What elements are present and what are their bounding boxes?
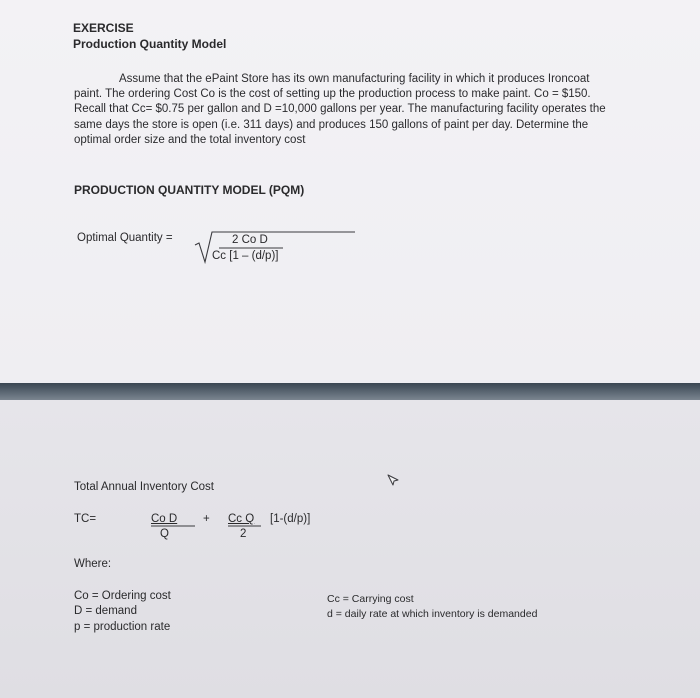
fraction-bar	[151, 524, 196, 528]
tc-plus: +	[203, 513, 210, 525]
fraction-bar	[228, 524, 263, 528]
tc-label: TC=	[74, 513, 97, 525]
exercise-title: Production Quantity Model	[73, 37, 227, 51]
exercise-label: EXERCISE	[73, 21, 134, 35]
problem-paragraph	[74, 72, 634, 148]
definition-carrying-cost: Cc = Carrying cost	[327, 593, 414, 605]
definition-production-rate: p = production rate	[74, 621, 171, 633]
pqm-denominator: Cc [1 – (d/p)]	[212, 250, 279, 262]
section-divider	[0, 383, 700, 400]
problem-line: same days the store is open (i.e. 311 days) and produces 150 gallons of paint per day. Determine the	[74, 118, 589, 131]
tc-term1-denominator: Q	[160, 528, 169, 540]
pqm-numerator: 2 Co D	[232, 234, 268, 246]
tc-term2-denominator: 2	[240, 528, 247, 540]
pqm-heading: PRODUCTION QUANTITY MODEL (PQM)	[74, 183, 305, 197]
tc-factor: [1-(d/p)]	[270, 513, 311, 525]
problem-line: optimal order size and the total inventory cost	[74, 133, 306, 146]
problem-line: Assume that the ePaint Store has its own manufacturing facility in which it produces Ironcoat	[119, 73, 590, 85]
page-bottom-section	[0, 400, 700, 698]
mouse-pointer-icon	[385, 472, 401, 488]
definition-ordering-cost: Co = Ordering cost	[74, 590, 171, 602]
tc-heading: Total Annual Inventory Cost	[74, 481, 214, 493]
tc-term2-numerator: Cc Q	[228, 513, 255, 525]
definition-demand: D = demand	[74, 605, 137, 617]
problem-line: paint. The ordering Cost Co is the cost of setting up the production process to make paint. Co = $150.	[74, 88, 591, 101]
definition-daily-rate: d = daily rate at which inventory is demanded	[327, 608, 538, 620]
where-heading: Where:	[74, 558, 112, 570]
problem-line: Recall that Cc= $0.75 per gallon and D =10,000 gallons per year. The manufacturing facility operates the	[74, 103, 606, 116]
tc-term1-numerator: Co D	[151, 513, 178, 525]
optimal-quantity-label: Optimal Quantity =	[77, 232, 173, 244]
